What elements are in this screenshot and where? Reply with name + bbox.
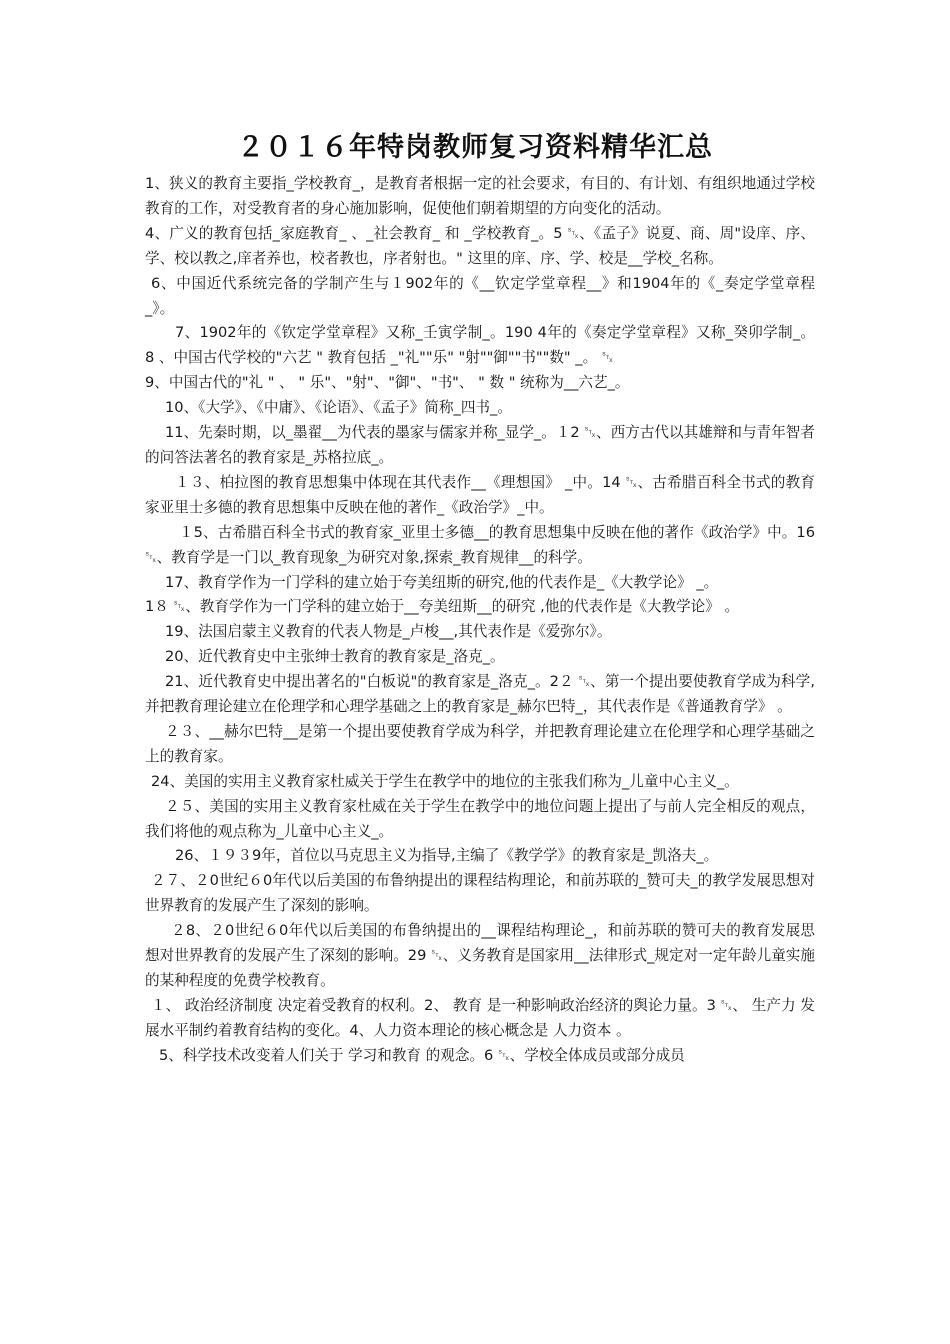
paragraph: １、 政治经济制度 决定着受教育的权利。2、 教育 是一种影响政治经济的舆论力量。3 ␂、 生产力 发展水平制约着教育结构的变化。4、人力资本理论的核心概念是 人力资本 。 — [145, 996, 815, 1039]
document-title: ２０１６年特岗教师复习资料精华汇总 — [237, 132, 713, 163]
paragraph: １３、柏拉图的教育思想集中体现在其代表作__《理想国》 _中。14 ␂、古希腊百科全书式的教育家亚里士多德的教育思想集中反映在他的著作_《政治学》_中。 — [145, 473, 815, 516]
paragraph: 20、近代教育史中主张绅士教育的教育家是_洛克_。 — [165, 648, 505, 666]
paragraph: 6、中国近代系统完备的学制产生与１902年的《__钦定学堂章程__》和1904年的《_奏定学堂章程_》。 — [145, 274, 815, 317]
paragraph: 26、１９３9年，首位以马克思主义为指导,主编了《教学学》的教育家是_凯洛夫_。 — [175, 847, 719, 865]
paragraph: ２３、__赫尔巴特__是第一个提出要使教育学成为科学，并把教育理论建立在伦理学和心理学基础之上的教育家。 — [145, 722, 815, 765]
paragraph: 10、《大学》、《中庸》、《论语》、《孟子》简称_四书_。 — [165, 399, 512, 417]
paragraph: 19、法国启蒙主义教育的代表人物是_卢梭__,其代表作是《爱弥尔》。 — [165, 623, 612, 641]
paragraph: 11、先秦时期，以_墨翟__为代表的墨家与儒家并称_显学_。１2 ␂、西方古代以其雄辩和与青年智者的问答法著名的教育家是_苏格拉底_。 — [145, 424, 815, 466]
paragraph: 17、教育学作为一门学科的建立始于夸美纽斯的研究,他的代表作是_《大教学论》 _。 — [165, 573, 719, 591]
paragraph: 21、近代教育史中提出著名的"白板说"的教育家是_洛克_。2２ ␂、第一个提出要使教育学成为科学,并把教育理论建立在伦理学和心理学基础之上的教育家是_赫尔巴特_，其代表作是《普通教育学》 。 — [145, 673, 815, 716]
paragraph: 1８ ␂、教育学作为一门学科的建立始于__夸美纽斯__的研究 ,他的代表作是《大教学论》 。 — [145, 598, 740, 616]
paragraph: ２７、２0世纪６0年代以后美国的布鲁纳提出的课程结构理论，和前苏联的_赞可夫_的教学发展思想对世界教育的发展产生了深刻的影响。 — [145, 872, 815, 915]
paragraph: １5、古希腊百科全书式的教育家_亚里士多德__的教育思想集中反映在他的著作《政治学》中。16 ␂、教育学是一门以_教育现象_为研究对象,探索_教育规律__的科学。 — [145, 523, 815, 566]
paragraph: ２５、美国的实用主义教育家杜威在关于学生在教学中的地位问题上提出了与前人完全相反的观点，我们将他的观点称为_儿童中心主义_。 — [145, 797, 815, 840]
paragraph: ２8、２0世纪６0年代以后美国的布鲁纳提出的__课程结构理论_，和前苏联的赞可夫的教育发展思想对世界教育的发展产生了深刻的影响。29 ␂、义务教育是国家用__法律形式_规定对一定年龄儿童实施的某种程度的免费学校教育。 — [145, 922, 815, 989]
paragraph: 7、1902年的《钦定学堂章程》又称_壬寅学制_。190 4年的《奏定学堂章程》又称_癸卯学制_。 8 、中国古代学校的"六艺 " 教育包括 _"礼""乐" "射""御""书""数" _。 ␂ — [145, 324, 815, 367]
paragraph: 9、中国古代的"礼 " 、 " 乐"、"射"、"御"、"书"、 " 数 " 统称为__六艺_。 — [145, 374, 630, 392]
paragraph: 4、广义的教育包括_家庭教育_ 、_社会教育_ 和 _学校教育_。5 ␂、《孟子》说夏、商、周"设庠、序、学、校以教之,庠者养也，校者教也，序者射也。" 这里的庠、序、学、校是__学校_名称。 — [145, 224, 815, 267]
document-body — [145, 172, 815, 1069]
paragraph: 1、狭义的教育主要指_学校教育_，是教育者根据一定的社会要求，有目的、有计划、有组织地通过学校教育的工作，对受教育者的身心施加影响，促使他们朝着期望的方向变化的活动。 — [145, 175, 815, 217]
paragraph: 24、美国的实用主义教育家杜威关于学生在教学中的地位的主张我们称为_儿童中心主义_。 — [151, 772, 739, 790]
paragraph: 5、科学技术改变着人们关于 学习和教育 的观念。6 ␂、学校全体成员或部分成员 — [159, 1046, 685, 1064]
